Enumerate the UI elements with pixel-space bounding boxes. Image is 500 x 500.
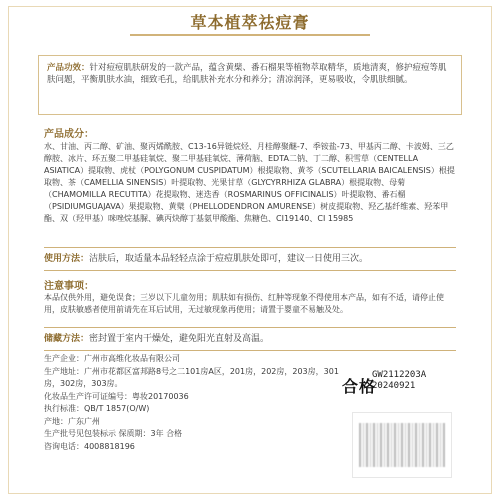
ingredients-label: 产品成分：: [44, 129, 94, 140]
hotline-line: 咨询电话：4008818196: [44, 441, 135, 451]
address-line: 生产地址：广州市花都区富邦路8号之二101房A区，201房，202房，203房，301房，302房，303房。: [44, 366, 339, 388]
batch-shelf-line: 生产批号见包装标示 保质期：3年 合格: [44, 429, 183, 438]
notes-text: 本品仅供外用，避免误食；三岁以下儿童勿用；肌肤如有损伤、红肿等现象不得使用本产品，如有不适，请停止使用，皮肤敏感者使用前请先在耳后试用，无过敏现象再使用；请置于婴童不易触及处。: [44, 293, 444, 314]
storage-label: 储藏方法：: [44, 334, 90, 344]
origin-line: 产地：广东广州: [44, 416, 100, 426]
storage-text: 密封置于室内干燥处，避免阳光直射及高温。: [89, 334, 270, 344]
barcode-bars: [359, 423, 445, 467]
license-line: 化妆品生产许可证编号：粤妆20170036: [44, 391, 189, 401]
usage-line: [44, 253, 456, 266]
usage-text: 洁肤后，取适量本品轻轻点涂于痘痘肌肤处即可，建议一日使用三次。: [89, 254, 369, 264]
qualified-stamp-text: 合格: [342, 377, 377, 396]
effect-label: 产品功效：: [47, 63, 90, 73]
storage-line: [44, 333, 456, 346]
barcode-image: [352, 412, 452, 478]
title-divider: [130, 34, 370, 36]
divider: [44, 327, 456, 328]
divider: [44, 247, 456, 248]
standard-line: 执行标准：QB/T 1857(O/W): [44, 404, 150, 413]
effect-text: 针对痘痘肌肤研发的一款产品，蕴含黄檗、番石榴果等植物萃取精华，质地清爽，修护痘痘等肌肤问题，平衡肌肤水油，细致毛孔，给肌肤补充水分和养分；清凉润泽，更易吸收，令肌肤细腻。: [47, 63, 447, 85]
batch-number: GW2112203A: [372, 370, 427, 380]
qc-stamp: [342, 370, 460, 404]
divider: [44, 270, 456, 271]
usage-label: 使用方法：: [44, 254, 90, 264]
ingredients-text: 水、甘油、丙二醇、矿油、聚丙烯酰胺、C13-16异链烷烃、月桂醇聚醚-7、季铵盐-73、甲基丙二醇、卡波姆、三乙醇胺、冰片、环五聚二甲基硅氧烷、聚二甲基硅氧烷、薄荷脑、EDTA二钠、丁二醇、积雪草（CENTELLA ASIATICA）提取物、虎杖（POLYGONUM CUSPIDATUM）根提取物、黄芩（SCUTELLARIA BAICALENSIS）根提取物、茶（CAMELLIA SINENSIS）叶提取物、光果甘草（GLYCYRRHIZA GLABRA）根提取物、母菊（CHAMOMILLA RECUTITA）花提取物、迷迭香（ROSMARINUS OFFICINALIS）叶提取物、番石榴（PSIDIUMGUAJAVA）果提取物、黄檗（PHELLODENDRON AMURENSE）树皮提取物、羟乙基纤维素、羟苯甲酯、双（羟甲基）咪唑烷基脲、碘丙炔醇丁基氨甲酸酯、焦糖色、CI19140、CI 15985: [44, 142, 455, 223]
divider: [44, 350, 456, 351]
production-date: 20240921: [372, 381, 416, 391]
notes-label: 注意事项：: [44, 281, 94, 292]
company-line: 生产企业：广州市高维化妆品有限公司: [44, 354, 180, 363]
effect-box: [38, 55, 462, 115]
product-title: 草本植萃祛痘膏: [190, 13, 310, 32]
